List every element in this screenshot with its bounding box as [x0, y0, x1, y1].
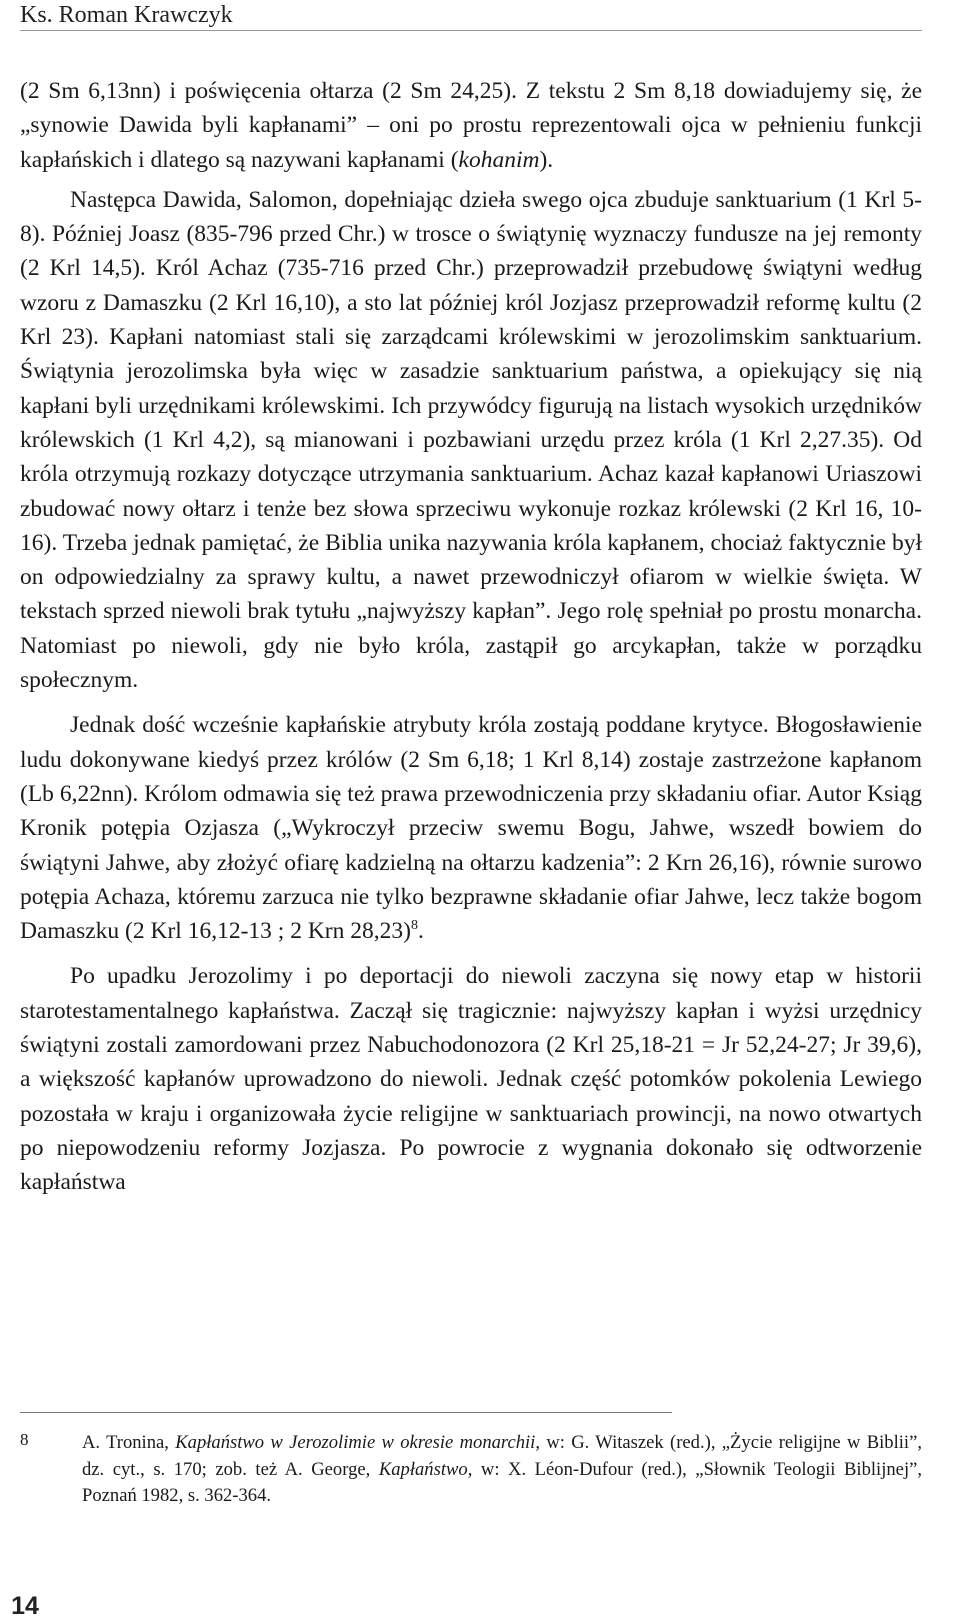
text-run-italic: Kapłaństwo w Jerozolimie w okresie monarchii — [175, 1432, 536, 1453]
text-run: . — [417, 918, 424, 945]
page-number: 14 — [0, 1589, 50, 1624]
text-run-italic: kohanim — [458, 146, 540, 173]
header-rule — [20, 30, 922, 31]
text-run: ). — [539, 146, 554, 173]
text-run: (2 Sm 6,13nn) i poświęcenia ołtarza (2 Sm 24,25). Z tekstu 2 Sm 8,18 dowiadujemy się, że „synowie Dawida byli kapłanami” – oni po prostu reprezentowali ojca w pełnieniu funkcji kapłańskich i dlatego są nazywani kapłanami ( — [20, 78, 922, 173]
paragraph-4 — [20, 959, 922, 1199]
text-run: , w: G. Witaszek (red.), „Życie religijne w Biblii”, dz. cyt., s. 170; zob. też A. George, — [82, 1432, 922, 1480]
main-text — [20, 74, 922, 1200]
footnote-text — [82, 1430, 922, 1510]
text-run: A. Tronina, — [82, 1432, 176, 1453]
running-head: Ks. Roman Krawczyk — [20, 2, 233, 28]
paragraph-2 — [20, 183, 922, 697]
footnote — [20, 1430, 922, 1510]
text-run-italic: Kapłaństwo — [378, 1458, 468, 1480]
footnote-number: 8 — [20, 1430, 29, 1449]
footnote-ref[interactable]: 8 — [410, 918, 418, 934]
text-run: , w: X. Léon-Dufour (red.), „Słownik Teologii Biblijnej”, Poznań 1982, s. 362-364. — [82, 1458, 923, 1506]
text-run: Jednak dość wcześnie kapłańskie atrybuty króla zostają poddane krytyce. Błogosławienie ludu dokonywane kiedyś przez królów (2 Sm 6,18; 1 Krl 8,14) zostaje zastrzeżone kapłanom (Lb 6,22nn). Królom odmawia się też prawa przewodniczenia przy składaniu ofiar. Autor Ksiąg Kronik potępia Ozjasza („Wykroczył przeciw swemu Bogu, Jahwe, wszedł bowiem do świątyni Jahwe, aby złożyć ofiarę kadzielną na ołtarzu kadzenia”: 2 Krn 26,16), równie surowo potępia Achaza, któremu zarzuca nie tylko bezprawne składanie ofiar Jahwe, lecz także bogom Damaszku (2 Krl 16,12-13 ; 2 Krn 28,23) — [20, 712, 922, 945]
paragraph-3 — [20, 708, 922, 948]
paragraph-1 — [20, 74, 922, 177]
text-run: Następca Dawida, Salomon, dopełniając dzieła swego ojca zbuduje sanktuarium (1 Krl 5-8). Później Joasz (835-796 przed Chr.) w trosce o świątynię wyznaczy fundusze na jej remonty (2 Krl 14,5). Król Achaz (735-716 przed Chr.) przeprowadził przebudowę świątyni według wzoru z Damaszku (2 Krl 16,10), a sto lat później król Jozjasz przeprowadził reformę kultu (2 Krl 23). Kapłani natomiast stali się zarządcami królewskimi w jerozolimskim sanktuarium. Świątynia jerozolimska była więc w zasadzie sanktuarium państwa, a opiekujący się nią kapłani byli urzędnikami królewskimi. Ich przywódcy figurują na listach wysokich urzędników królewskich (1 Krl 4,2), są mianowani i pozbawiani urzędu przez króla (1 Krl 2,27.35). Od króla otrzymują rozkazy dotyczące utrzymania sanktuarium. Achaz kazał kapłanowi Uriaszowi zbudować nowy ołtarz i tenże bez słowa sprzeciwu wykonuje rozkaz królewski (2 Krl 16, 10-16). Trzeba jednak pamiętać, że Biblia unika nazywania króla kapłanem, chociaż faktycznie był on odpowiedzialny za sprawy kultu, a nawet przewodniczył ofiarom w wielkie święta. W tekstach sprzed niewoli brak tytułu „najwyższy kapłan”. Jego rolę spełniał po prostu monarcha. Natomiast po niewoli, gdy nie było króla, zastąpił go arcykapłan, także w porządku społecznym. — [20, 186, 922, 694]
text-run: Po upadku Jerozolimy i po deportacji do niewoli zaczyna się nowy etap w historii starotestamentalnego kapłaństwa. Zaczął się tragicznie: najwyższy kapłan i wyżsi urzędnicy świątyni zostali zamordowani przez Nabuchodonozora (2 Krl 25,18-21 = Jr 52,24-27; Jr 39,6), a większość kapłanów uprowadzono do niewoli. Jednak część potomków pokolenia Lewiego pozostała w kraju i organizowała życie religijne w sanktuariach prowincji, na nowo otwartych po niepowodzeniu reformy Jozjasza. Po powrocie z wygnania dokonało się odtworzenie kapłaństwa — [20, 963, 922, 1196]
footnote-rule — [20, 1412, 672, 1413]
